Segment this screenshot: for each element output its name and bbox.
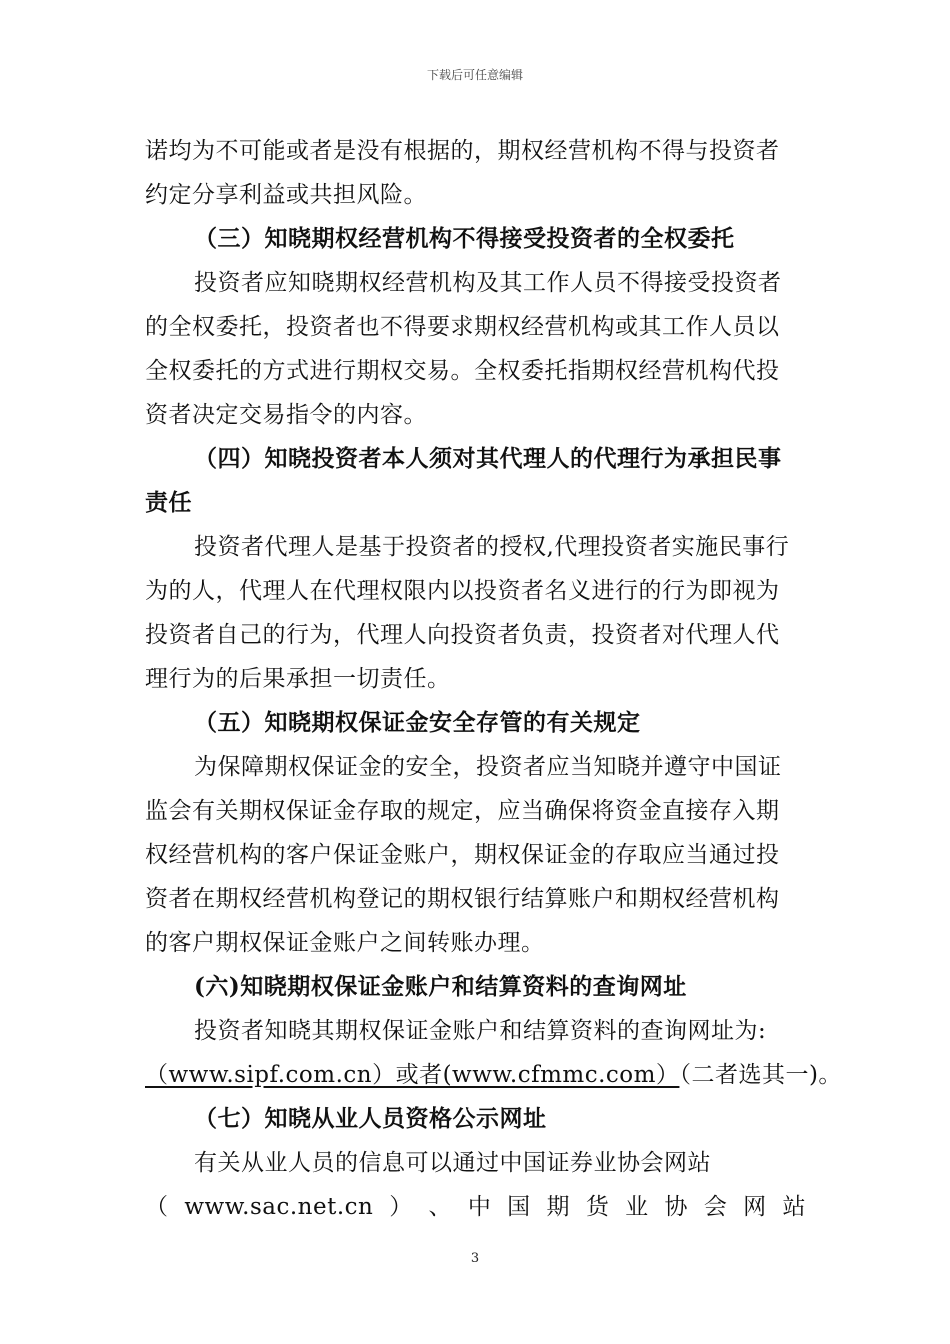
body-text-line: 为保障期权保证金的安全，投资者应当知晓并遵守中国证 xyxy=(194,754,782,780)
page-header: 下载后可任意编辑 xyxy=(426,68,523,82)
text-segment: ） xyxy=(389,1194,413,1220)
body-text-line: 投资者自己的行为，代理人向投资者负责，投资者对代理人代 xyxy=(145,622,780,648)
section-heading-4-cont: 责任 xyxy=(145,489,192,516)
body-text-line: 投资者应知晓期权经营机构及其工作人员不得接受投资者 xyxy=(194,270,782,296)
body-text-line: 监会有关期权保证金存取的规定，应当确保将资金直接存入期 xyxy=(145,798,780,824)
section-heading-3: （三）知晓期权经营机构不得接受投资者的全权委托 xyxy=(194,225,735,252)
section-heading-4: （四）知晓投资者本人须对其代理人的代理行为承担民事 xyxy=(194,445,782,472)
body-text-line: 权经营机构的客户保证金账户，期权保证金的存取应当通过投 xyxy=(145,842,780,868)
body-text-line: 理行为的后果承担一切责任。 xyxy=(145,666,451,692)
body-text-line: 资者在期权经营机构登记的期权银行结算账户和期权经营机构 xyxy=(145,886,780,912)
body-text-line: 的客户期权保证金账户之间转账办理。 xyxy=(145,930,545,956)
text-segment: 网 xyxy=(743,1194,767,1220)
body-text-line: 投资者代理人是基于投资者的授权,代理投资者实施民事行 xyxy=(194,534,790,560)
text-segment: 货 xyxy=(585,1194,610,1220)
text-segment: 会 xyxy=(703,1194,728,1220)
section-heading-7: （七）知晓从业人员资格公示网址 xyxy=(194,1105,547,1132)
choose-one-note: （二者选其一)。 xyxy=(679,1062,842,1088)
text-segment: （ xyxy=(145,1194,169,1220)
page-number: 3 xyxy=(470,1251,480,1266)
sac-url: www.sac.net.cn xyxy=(184,1194,374,1220)
section-heading-6: (六)知晓期权保证金账户和结算资料的查询网址 xyxy=(194,973,687,1000)
body-text-line: 约定分享利益或共担风险。 xyxy=(145,182,427,208)
text-segment: 、 xyxy=(428,1194,453,1220)
body-text-line: 投资者知晓其期权保证金账户和结算资料的查询网址为: xyxy=(194,1018,767,1044)
text-segment: 站 xyxy=(782,1194,806,1220)
body-text-line: 全权委托的方式进行期权交易。全权委托指期权经营机构代投 xyxy=(145,358,780,384)
body-text-line: 诺均为不可能或者是没有根据的，期权经营机构不得与投资者 xyxy=(145,138,780,164)
text-segment: 期 xyxy=(546,1194,570,1220)
text-segment: 业 xyxy=(625,1194,649,1220)
sac-url-line xyxy=(145,1192,806,1222)
text-segment: 协 xyxy=(664,1194,688,1220)
text-segment: 国 xyxy=(507,1194,531,1220)
section-heading-5: （五）知晓期权保证金安全存管的有关规定 xyxy=(194,709,641,736)
body-text-line: 为的人，代理人在代理权限内以投资者名义进行的行为即视为 xyxy=(145,578,780,604)
query-url-line xyxy=(145,1060,842,1090)
query-urls: （www.sipf.com.cn）或者(www.cfmmc.com） xyxy=(145,1062,680,1088)
text-segment: 中 xyxy=(467,1194,492,1220)
body-text-line: 的全权委托，投资者也不得要求期权经营机构或其工作人员以 xyxy=(145,314,780,340)
body-text-line: 资者决定交易指令的内容。 xyxy=(145,402,427,428)
body-text-line: 有关从业人员的信息可以通过中国证券业协会网站 xyxy=(194,1150,711,1176)
